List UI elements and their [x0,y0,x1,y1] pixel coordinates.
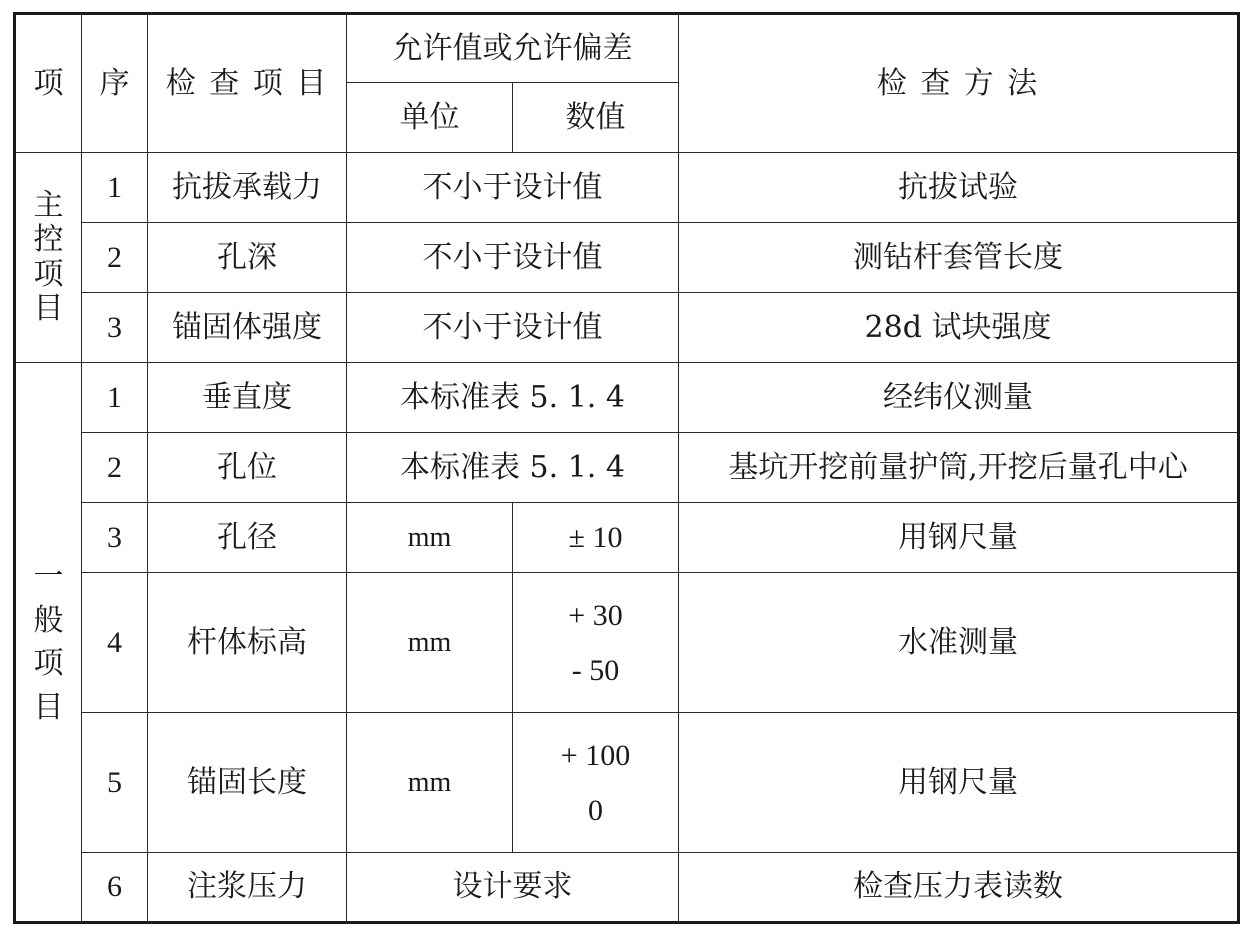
row-method: 水准测量 [679,573,1239,713]
row-value: ± 10 [513,503,679,573]
row-seq: 3 [82,503,148,573]
row-seq: 3 [82,293,148,363]
row-seq: 5 [82,713,148,853]
group-main-control: 主 控 项 目 [15,153,82,363]
table-row [15,713,1239,853]
table-row [15,503,1239,573]
row-method: 检查压力表读数 [679,853,1239,923]
header-unit: 单位 [347,83,513,153]
header-allowance: 允许值或允许偏差 [347,14,679,83]
header-item: 项 [15,14,82,153]
row-item: 抗拔承载力 [148,153,347,223]
row-value-upper: + 100 [560,738,631,772]
row-seq: 2 [82,433,148,503]
table-row [15,293,1239,363]
row-method: 用钢尺量 [679,503,1239,573]
row-allowance: 不小于设计值 [347,153,679,223]
header-row-1 [15,14,1239,83]
row-item: 垂直度 [148,363,347,433]
row-method: 经纬仪测量 [679,363,1239,433]
row-seq: 6 [82,853,148,923]
row-item: 孔径 [148,503,347,573]
row-value-lower: - 50 [571,653,620,687]
row-allowance: 设计要求 [347,853,679,923]
row-value-upper: + 30 [568,598,623,632]
row-allowance: 本标准表 5. 1. 4 [347,433,679,503]
row-seq: 2 [82,223,148,293]
inspection-table [13,12,1240,924]
row-method: 基坑开挖前量护筒,开挖后量孔中心 [679,433,1239,503]
table-row [15,223,1239,293]
row-value-lower: 0 [588,793,603,827]
row-item: 注浆压力 [148,853,347,923]
row-seq: 4 [82,573,148,713]
row-allowance: 不小于设计值 [347,293,679,363]
group-general: 一 般 项 目 [15,363,82,923]
table-row [15,153,1239,223]
row-value [513,573,679,713]
row-seq: 1 [82,153,148,223]
row-method: 测钻杆套管长度 [679,223,1239,293]
row-unit: mm [347,503,513,573]
table-row [15,433,1239,503]
row-item: 锚固体强度 [148,293,347,363]
row-unit: mm [347,713,513,853]
header-check-item: 检 查 项 目 [148,14,347,153]
header-seq: 序 [82,14,148,153]
row-method: 抗拔试验 [679,153,1239,223]
row-seq: 1 [82,363,148,433]
table-row [15,363,1239,433]
row-unit: mm [347,573,513,713]
row-value [513,713,679,853]
row-allowance: 不小于设计值 [347,223,679,293]
row-method: 28d 试块强度 [679,293,1239,363]
table-row [15,573,1239,713]
header-value: 数值 [513,83,679,153]
table-row [15,853,1239,923]
row-item: 孔深 [148,223,347,293]
row-item: 锚固长度 [148,713,347,853]
row-method: 用钢尺量 [679,713,1239,853]
row-item: 杆体标高 [148,573,347,713]
header-method: 检 查 方 法 [679,14,1239,153]
row-allowance: 本标准表 5. 1. 4 [347,363,679,433]
row-item: 孔位 [148,433,347,503]
